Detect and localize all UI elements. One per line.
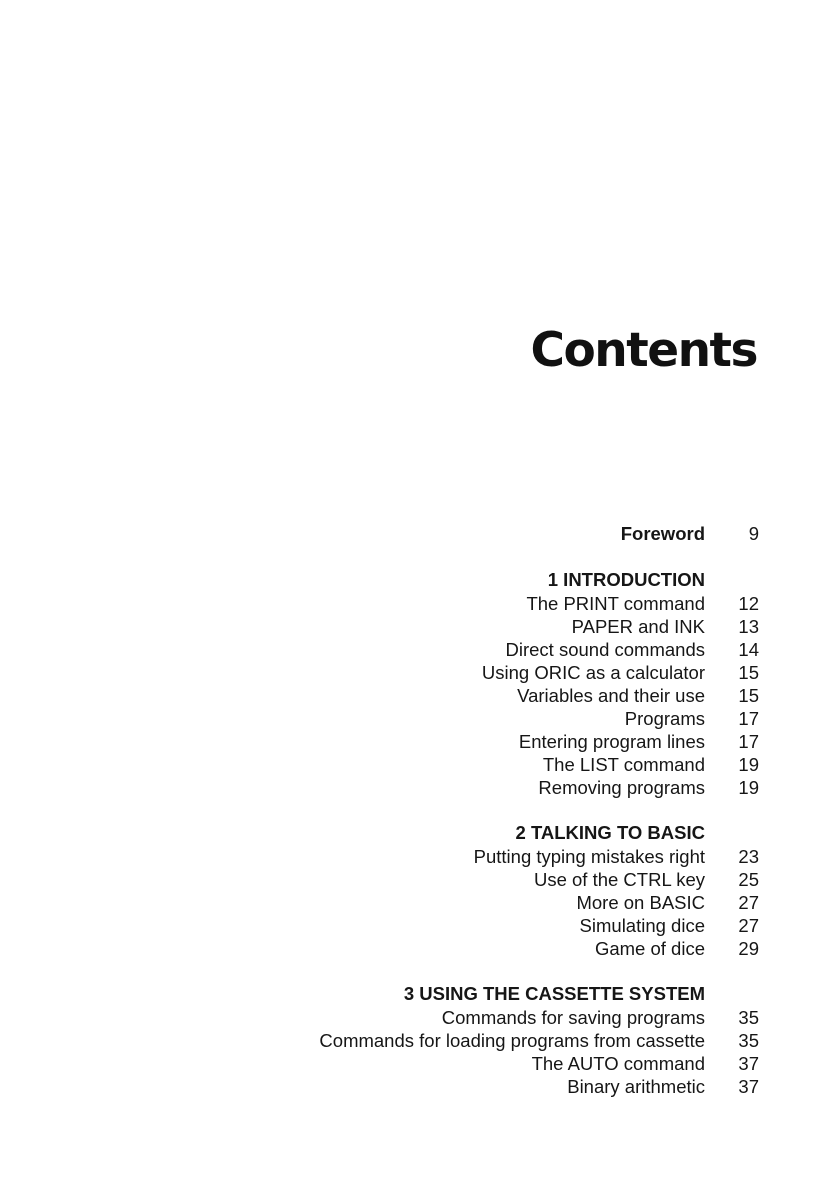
toc-entry-title: Putting typing mistakes right: [473, 846, 705, 867]
toc-entry-title: The PRINT command: [526, 593, 705, 614]
toc-foreword-page: 9: [748, 523, 759, 544]
toc-entry-title: Entering program lines: [518, 731, 705, 752]
toc-entry-page: 35: [738, 1007, 759, 1028]
toc-entry-page: 37: [738, 1053, 759, 1074]
chapter-heading-text: 3 USING THE CASSETTE SYSTEM: [403, 983, 705, 1004]
toc-entry-page: 35: [738, 1030, 759, 1051]
toc-entry-title: Programs: [624, 708, 705, 729]
table-of-contents: [0, 521, 827, 1098]
toc-entry-title: Commands for loading programs from cassette: [319, 1030, 705, 1051]
toc-entry-title: Binary arithmetic: [567, 1076, 705, 1097]
toc-entry-page: 14: [738, 639, 759, 660]
chapter-heading: [0, 982, 827, 1006]
toc-entry-title: The LIST command: [542, 754, 705, 775]
toc-entry-page: 27: [738, 915, 759, 936]
toc-entry-page: 17: [738, 731, 759, 752]
toc-foreword-row: [0, 521, 827, 546]
toc-entry: [0, 638, 827, 661]
toc-entry: [0, 1052, 827, 1075]
toc-entry: [0, 1006, 827, 1029]
toc-entry-page: 17: [738, 708, 759, 729]
toc-entry-title: PAPER and INK: [571, 616, 705, 637]
chapter-heading: [0, 821, 827, 845]
toc-entry-title: Direct sound commands: [505, 639, 705, 660]
page-title: Contents: [530, 323, 757, 378]
toc-entry-title: Variables and their use: [517, 685, 705, 706]
toc-entry-page: 29: [738, 938, 759, 959]
toc-entry: [0, 684, 827, 707]
toc-entry: [0, 661, 827, 684]
toc-entry: [0, 707, 827, 730]
toc-entry-page: 25: [738, 869, 759, 890]
toc-entry: [0, 592, 827, 615]
toc-entry: [0, 937, 827, 960]
toc-entry: [0, 914, 827, 937]
toc-entry: [0, 845, 827, 868]
toc-entry: [0, 1029, 827, 1052]
toc-entry: [0, 868, 827, 891]
toc-entry-page: 37: [738, 1076, 759, 1097]
toc-entry-title: Removing programs: [538, 777, 705, 798]
toc-entry-page: 19: [738, 754, 759, 775]
toc-entry: [0, 730, 827, 753]
toc-entry: [0, 891, 827, 914]
toc-entry-title: Simulating dice: [579, 915, 705, 936]
toc-entry: [0, 776, 827, 799]
toc-chapter-1: [0, 568, 827, 799]
chapter-heading-text: 1 INTRODUCTION: [547, 569, 705, 590]
toc-entry-title: More on BASIC: [576, 892, 705, 913]
toc-chapter-3: [0, 982, 827, 1098]
toc-entry-page: 15: [738, 662, 759, 683]
toc-entry-page: 23: [738, 846, 759, 867]
toc-entry-title: Using ORIC as a calculator: [481, 662, 705, 683]
toc-foreword-label: Foreword: [620, 523, 705, 544]
toc-entry-title: Use of the CTRL key: [533, 869, 705, 890]
toc-entry-page: 19: [738, 777, 759, 798]
toc-entry: [0, 1075, 827, 1098]
toc-entry-title: Commands for saving programs: [441, 1007, 705, 1028]
toc-entry-page: 13: [738, 616, 759, 637]
toc-entry: [0, 615, 827, 638]
chapter-heading: [0, 568, 827, 592]
toc-entry-page: 27: [738, 892, 759, 913]
chapter-heading-text: 2 TALKING TO BASIC: [515, 822, 705, 843]
toc-entry-page: 12: [738, 593, 759, 614]
toc-entry-title: Game of dice: [594, 938, 705, 959]
toc-entry-title: The AUTO command: [531, 1053, 705, 1074]
toc-entry-page: 15: [738, 685, 759, 706]
toc-chapter-2: [0, 821, 827, 960]
toc-entry: [0, 753, 827, 776]
